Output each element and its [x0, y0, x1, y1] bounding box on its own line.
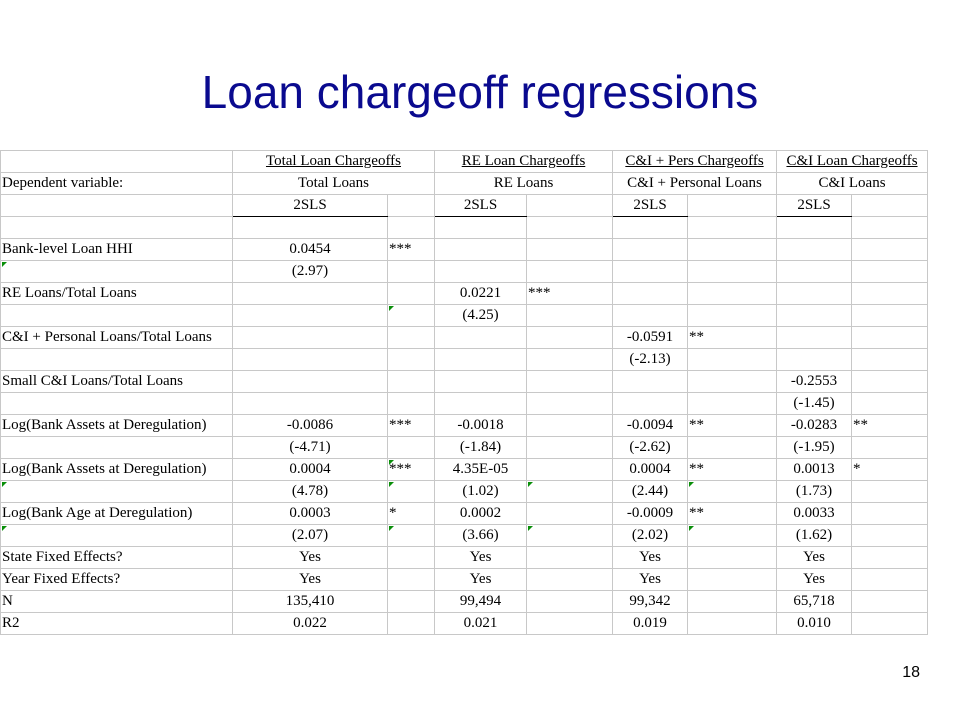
significance-stars: *** [527, 283, 613, 305]
header-blank [1, 151, 233, 173]
footer-spacer [388, 591, 435, 613]
estimation-method: 2SLS [613, 195, 688, 217]
tstat-value [233, 305, 388, 327]
tstat-value [233, 349, 388, 371]
tstat-row [1, 525, 928, 547]
coefficient-value [613, 239, 688, 261]
sig-spacer [527, 305, 613, 327]
sig-spacer [688, 261, 777, 283]
footer-value: Yes [435, 569, 527, 591]
model-title: RE Loan Chargeoffs [435, 151, 613, 173]
tstat-value: (-1.95) [777, 437, 852, 459]
method-spacer [852, 195, 928, 217]
sig-spacer [852, 437, 928, 459]
significance-stars [527, 239, 613, 261]
footer-value: 99,494 [435, 591, 527, 613]
footer-row [1, 569, 928, 591]
cell-comment-flag [389, 526, 394, 531]
sig-spacer [388, 437, 435, 459]
tstat-value [613, 393, 688, 415]
sig-spacer [688, 525, 777, 547]
footer-value: Yes [777, 547, 852, 569]
variable-label: RE Loans/Total Loans [1, 283, 233, 305]
tstat-label [1, 437, 233, 459]
tstat-label [1, 525, 233, 547]
footer-spacer [527, 613, 613, 635]
significance-stars [527, 459, 613, 481]
tstat-value: (1.62) [777, 525, 852, 547]
footer-spacer [388, 613, 435, 635]
variable-label: Log(Bank Assets at Deregulation) [1, 459, 233, 481]
sig-spacer [527, 481, 613, 503]
significance-stars [688, 239, 777, 261]
significance-stars [852, 371, 928, 393]
significance-stars [852, 239, 928, 261]
tstat-row [1, 437, 928, 459]
significance-stars [388, 371, 435, 393]
significance-stars [527, 415, 613, 437]
footer-label: R2 [1, 613, 233, 635]
footer-spacer [852, 591, 928, 613]
significance-stars: ** [852, 415, 928, 437]
cell-comment-flag [528, 526, 533, 531]
significance-stars [852, 327, 928, 349]
coefficient-value: 0.0013 [777, 459, 852, 481]
tstat-value [613, 261, 688, 283]
coefficient-value: 0.0004 [613, 459, 688, 481]
estimation-method: 2SLS [233, 195, 388, 217]
significance-stars [852, 503, 928, 525]
coefficient-value: 0.0002 [435, 503, 527, 525]
footer-spacer [688, 569, 777, 591]
tstat-row [1, 481, 928, 503]
header-row-method [1, 195, 928, 217]
tstat-value: (-2.62) [613, 437, 688, 459]
empty-cell [688, 217, 777, 239]
footer-value: Yes [435, 547, 527, 569]
footer-spacer [688, 547, 777, 569]
sig-spacer [527, 525, 613, 547]
sig-spacer [852, 525, 928, 547]
coefficient-value [435, 371, 527, 393]
cell-comment-flag [689, 482, 694, 487]
coefficient-row [1, 283, 928, 305]
variable-label: Log(Bank Age at Deregulation) [1, 503, 233, 525]
dependent-variable-label: Dependent variable: [1, 173, 233, 195]
significance-stars: ** [688, 327, 777, 349]
footer-spacer [527, 547, 613, 569]
coefficient-value [613, 283, 688, 305]
tstat-value: (4.25) [435, 305, 527, 327]
coefficient-row [1, 503, 928, 525]
tstat-value [233, 393, 388, 415]
sig-spacer [688, 481, 777, 503]
model-title: C&I + Pers Chargeoffs [613, 151, 777, 173]
significance-stars [852, 283, 928, 305]
coefficient-value: 4.35E-05 [435, 459, 527, 481]
header-row-dependent [1, 173, 928, 195]
tstat-value: (-1.45) [777, 393, 852, 415]
significance-stars: *** [388, 415, 435, 437]
coefficient-value [777, 239, 852, 261]
empty-cell [527, 217, 613, 239]
sig-spacer [527, 437, 613, 459]
coefficient-value [777, 327, 852, 349]
coefficient-value [233, 371, 388, 393]
coefficient-value: -0.2553 [777, 371, 852, 393]
significance-stars [688, 283, 777, 305]
cell-comment-flag [389, 460, 394, 465]
estimation-method: 2SLS [435, 195, 527, 217]
tstat-row [1, 261, 928, 283]
footer-spacer [852, 547, 928, 569]
coefficient-row [1, 371, 928, 393]
significance-stars: ** [688, 415, 777, 437]
coefficient-row [1, 415, 928, 437]
footer-label: Year Fixed Effects? [1, 569, 233, 591]
footer-value: Yes [613, 569, 688, 591]
tstat-value [777, 305, 852, 327]
footer-value: 99,342 [613, 591, 688, 613]
footer-spacer [688, 613, 777, 635]
regression-table [0, 150, 928, 635]
sig-spacer [688, 393, 777, 415]
empty-cell [613, 217, 688, 239]
coefficient-value: -0.0018 [435, 415, 527, 437]
slide-title: Loan chargeoff regressions [201, 66, 759, 118]
footer-value: 135,410 [233, 591, 388, 613]
variable-label: Bank-level Loan HHI [1, 239, 233, 261]
sig-spacer [388, 305, 435, 327]
dependent-variable-name: C&I Loans [777, 173, 928, 195]
coefficient-value [613, 371, 688, 393]
significance-stars [688, 371, 777, 393]
coefficient-row [1, 239, 928, 261]
significance-stars: *** [388, 459, 435, 481]
tstat-value: (4.78) [233, 481, 388, 503]
variable-label: Log(Bank Assets at Deregulation) [1, 415, 233, 437]
sig-spacer [852, 305, 928, 327]
significance-stars [527, 371, 613, 393]
tstat-row [1, 349, 928, 371]
tstat-value [435, 349, 527, 371]
coefficient-value: 0.0004 [233, 459, 388, 481]
tstat-value: (-2.13) [613, 349, 688, 371]
coefficient-value: 0.0221 [435, 283, 527, 305]
tstat-label [1, 349, 233, 371]
significance-stars: *** [388, 239, 435, 261]
header-row-models [1, 151, 928, 173]
coefficient-value: -0.0086 [233, 415, 388, 437]
footer-label: N [1, 591, 233, 613]
method-spacer [388, 195, 435, 217]
slide-number: 18 [902, 664, 920, 681]
tstat-value [777, 261, 852, 283]
sig-spacer [527, 393, 613, 415]
empty-cell [777, 217, 852, 239]
cell-comment-flag [389, 306, 394, 311]
cell-comment-flag [389, 482, 394, 487]
sig-spacer [527, 261, 613, 283]
footer-value: Yes [233, 547, 388, 569]
footer-spacer [852, 613, 928, 635]
coefficient-value: 0.0003 [233, 503, 388, 525]
sig-spacer [388, 349, 435, 371]
coefficient-value: 0.0454 [233, 239, 388, 261]
tstat-value [613, 305, 688, 327]
footer-spacer [852, 569, 928, 591]
significance-stars: ** [688, 459, 777, 481]
footer-value: 65,718 [777, 591, 852, 613]
coefficient-value: -0.0283 [777, 415, 852, 437]
sig-spacer [688, 437, 777, 459]
sig-spacer [852, 261, 928, 283]
footer-row [1, 591, 928, 613]
footer-value: 0.019 [613, 613, 688, 635]
sig-spacer [388, 393, 435, 415]
estimation-method: 2SLS [777, 195, 852, 217]
sig-spacer [388, 525, 435, 547]
footer-spacer [388, 547, 435, 569]
tstat-row [1, 393, 928, 415]
footer-spacer [527, 591, 613, 613]
significance-stars [527, 327, 613, 349]
coefficient-value [233, 283, 388, 305]
coefficient-row [1, 459, 928, 481]
footer-value: Yes [777, 569, 852, 591]
method-spacer [688, 195, 777, 217]
footer-value: 0.010 [777, 613, 852, 635]
sig-spacer [388, 261, 435, 283]
cell-comment-flag [2, 526, 7, 531]
tstat-label [1, 393, 233, 415]
footer-value: 0.021 [435, 613, 527, 635]
empty-cell [388, 217, 435, 239]
tstat-label [1, 261, 233, 283]
tstat-label [1, 305, 233, 327]
sig-spacer [388, 481, 435, 503]
significance-stars [527, 503, 613, 525]
cell-comment-flag [528, 482, 533, 487]
empty-cell [852, 217, 928, 239]
sig-spacer [688, 349, 777, 371]
coefficient-value [435, 239, 527, 261]
variable-label: Small C&I Loans/Total Loans [1, 371, 233, 393]
method-blank [1, 195, 233, 217]
model-title: C&I Loan Chargeoffs [777, 151, 928, 173]
sig-spacer [527, 349, 613, 371]
coefficient-value: -0.0591 [613, 327, 688, 349]
tstat-label [1, 481, 233, 503]
tstat-value: (-1.84) [435, 437, 527, 459]
footer-value: Yes [233, 569, 388, 591]
significance-stars: * [852, 459, 928, 481]
coefficient-value: -0.0009 [613, 503, 688, 525]
tstat-value: (1.02) [435, 481, 527, 503]
cell-comment-flag [2, 482, 7, 487]
dependent-variable-name: RE Loans [435, 173, 613, 195]
tstat-value: (1.73) [777, 481, 852, 503]
footer-row [1, 547, 928, 569]
method-spacer [527, 195, 613, 217]
tstat-value [777, 349, 852, 371]
footer-row [1, 613, 928, 635]
dependent-variable-name: Total Loans [233, 173, 435, 195]
cell-comment-flag [2, 262, 7, 267]
cell-comment-flag [689, 526, 694, 531]
tstat-value: (2.02) [613, 525, 688, 547]
footer-spacer [527, 569, 613, 591]
footer-value: Yes [613, 547, 688, 569]
significance-stars: * [388, 503, 435, 525]
empty-cell [233, 217, 388, 239]
tstat-value [435, 261, 527, 283]
coefficient-value [233, 327, 388, 349]
sig-spacer [852, 349, 928, 371]
sig-spacer [852, 481, 928, 503]
empty-cell [435, 217, 527, 239]
variable-label: C&I + Personal Loans/Total Loans [1, 327, 233, 349]
sig-spacer [852, 393, 928, 415]
footer-value: 0.022 [233, 613, 388, 635]
coefficient-value: -0.0094 [613, 415, 688, 437]
coefficient-value: 0.0033 [777, 503, 852, 525]
coefficient-value [435, 327, 527, 349]
coefficient-value [777, 283, 852, 305]
empty-cell [1, 217, 233, 239]
significance-stars [388, 327, 435, 349]
tstat-value: (-4.71) [233, 437, 388, 459]
coefficient-row [1, 327, 928, 349]
model-title: Total Loan Chargeoffs [233, 151, 435, 173]
sig-spacer [688, 305, 777, 327]
footer-spacer [688, 591, 777, 613]
tstat-value: (2.07) [233, 525, 388, 547]
tstat-value: (2.44) [613, 481, 688, 503]
significance-stars [388, 283, 435, 305]
tstat-value: (2.97) [233, 261, 388, 283]
spacer-row [1, 217, 928, 239]
significance-stars: ** [688, 503, 777, 525]
footer-label: State Fixed Effects? [1, 547, 233, 569]
tstat-value: (3.66) [435, 525, 527, 547]
tstat-row [1, 305, 928, 327]
dependent-variable-name: C&I + Personal Loans [613, 173, 777, 195]
footer-spacer [388, 569, 435, 591]
tstat-value [435, 393, 527, 415]
